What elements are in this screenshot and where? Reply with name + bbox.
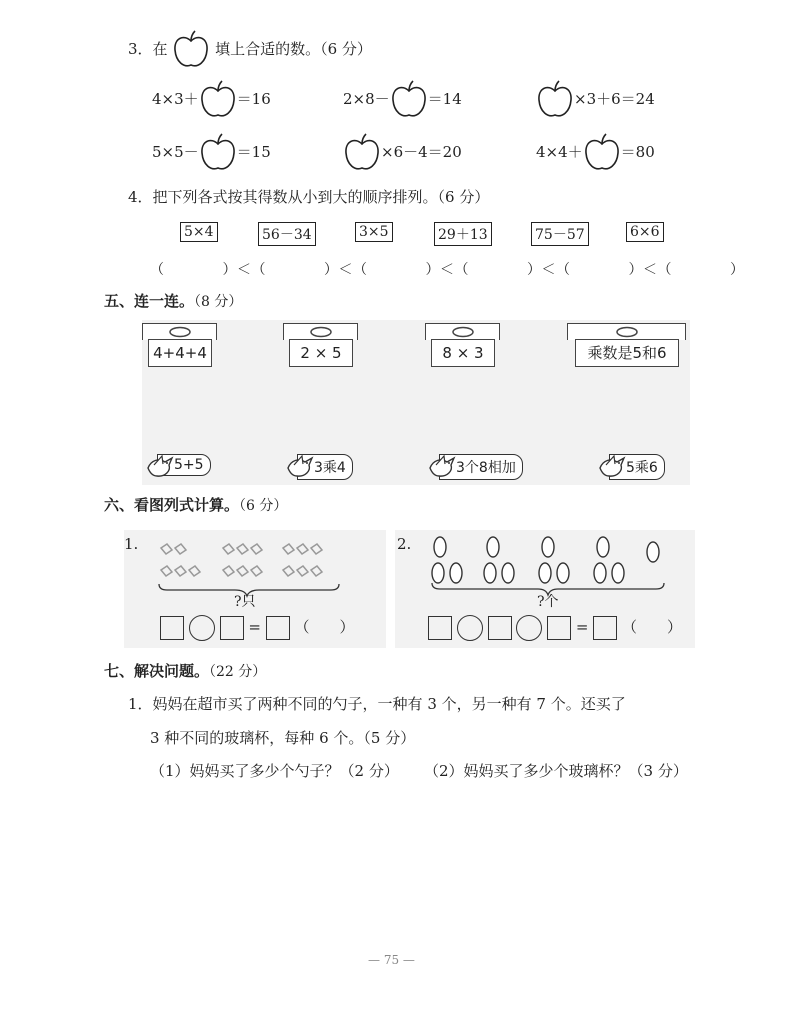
p2-caption: ?个 xyxy=(537,594,559,610)
apple-blank-icon[interactable] xyxy=(390,80,428,120)
section-5-title: 五、连一连。（8 分） xyxy=(104,292,243,310)
p2-number: 2. xyxy=(397,535,412,553)
q3-eq-5: ×6－4＝20 xyxy=(343,133,462,173)
basket-handle-icon xyxy=(309,326,333,338)
unit-blank[interactable]: （ ） xyxy=(622,618,683,636)
basket-handle-icon xyxy=(168,326,192,338)
equals-sign: = xyxy=(248,618,261,636)
answer-box[interactable] xyxy=(488,616,512,640)
section-6-title: 六、看图列式计算。（6 分） xyxy=(104,496,288,514)
q3-eq-1: 4×3＋ ＝16 xyxy=(152,80,271,120)
answer-box[interactable] xyxy=(428,616,452,640)
q4-expr: 56－34 xyxy=(258,222,316,246)
answer-box[interactable] xyxy=(547,616,571,640)
basket-handle-icon xyxy=(615,326,639,338)
q3-intro: 3．在 填上合适的数。（6 分） xyxy=(128,30,372,70)
q4-expr: 3×5 xyxy=(355,222,393,242)
p1-number: 1. xyxy=(124,535,139,553)
match-bird[interactable]: 5+5 xyxy=(145,452,245,482)
operator-circle[interactable] xyxy=(189,615,215,641)
basket-handle-icon xyxy=(451,326,475,338)
q3-eq-2: 2×8－ ＝14 xyxy=(343,80,462,120)
bird-icon xyxy=(145,452,175,480)
bird-icon xyxy=(427,452,457,480)
bird-icon xyxy=(597,452,627,480)
q4-order-blanks[interactable]: （ ）＜（ ）＜（ ）＜（ ）＜（ ）＜（ ） xyxy=(150,262,745,278)
q7-1-sub2: （2）妈妈买了多少个玻璃杯？（3 分） xyxy=(424,762,688,780)
q7-1-sub1: （1）妈妈买了多少个勺子？（2 分） xyxy=(150,762,399,780)
q4-expr: 5×4 xyxy=(180,222,218,242)
apple-blank-icon[interactable] xyxy=(199,133,237,173)
q4-expr: 6×6 xyxy=(626,222,664,242)
operator-circle[interactable] xyxy=(516,615,542,641)
q3-eq-6: 4×4＋ ＝80 xyxy=(536,133,655,173)
section-7-title: 七、解决问题。（22 分） xyxy=(104,662,267,680)
p1-answer-row xyxy=(160,615,355,641)
page-number: — 75 — xyxy=(368,953,415,967)
apple-icon xyxy=(172,30,210,70)
q3-eq-3: ×3＋6＝24 xyxy=(536,80,655,120)
p2-answer-row xyxy=(428,615,682,641)
answer-box[interactable] xyxy=(266,616,290,640)
operator-circle[interactable] xyxy=(457,615,483,641)
answer-box[interactable] xyxy=(593,616,617,640)
q4-expr: 29＋13 xyxy=(434,222,492,246)
q4-expr: 75－57 xyxy=(531,222,589,246)
unit-blank[interactable]: （ ） xyxy=(294,618,355,636)
q7-1-line1: 1．妈妈在超市买了两种不同的勺子，一种有 3 个，另一种有 7 个。还买了 xyxy=(128,695,626,713)
match-bird[interactable]: 3乘4 xyxy=(285,452,385,482)
q4-intro: 4．把下列各式按其得数从小到大的顺序排列。（6 分） xyxy=(128,188,490,206)
match-card[interactable]: 4+4+4 xyxy=(142,323,218,371)
bird-icon xyxy=(285,452,315,480)
match-card[interactable]: 乘数是5和6 xyxy=(567,323,687,371)
match-card[interactable]: 2 × 5 xyxy=(283,323,359,371)
apple-blank-icon[interactable] xyxy=(583,133,621,173)
match-card[interactable]: 8 × 3 xyxy=(425,323,501,371)
q7-1-line2: 3 种不同的玻璃杯，每种 6 个。（5 分） xyxy=(150,729,416,747)
answer-box[interactable] xyxy=(160,616,184,640)
apple-blank-icon[interactable] xyxy=(199,80,237,120)
equals-sign: = xyxy=(575,618,589,636)
p1-caption: ?只 xyxy=(234,594,256,610)
match-bird[interactable]: 5乘6 xyxy=(597,452,697,482)
apple-blank-icon[interactable] xyxy=(343,133,381,173)
apple-blank-icon[interactable] xyxy=(536,80,574,120)
match-bird[interactable]: 3个8相加 xyxy=(427,452,557,482)
answer-box[interactable] xyxy=(220,616,244,640)
q3-eq-4: 5×5－ ＝15 xyxy=(152,133,271,173)
